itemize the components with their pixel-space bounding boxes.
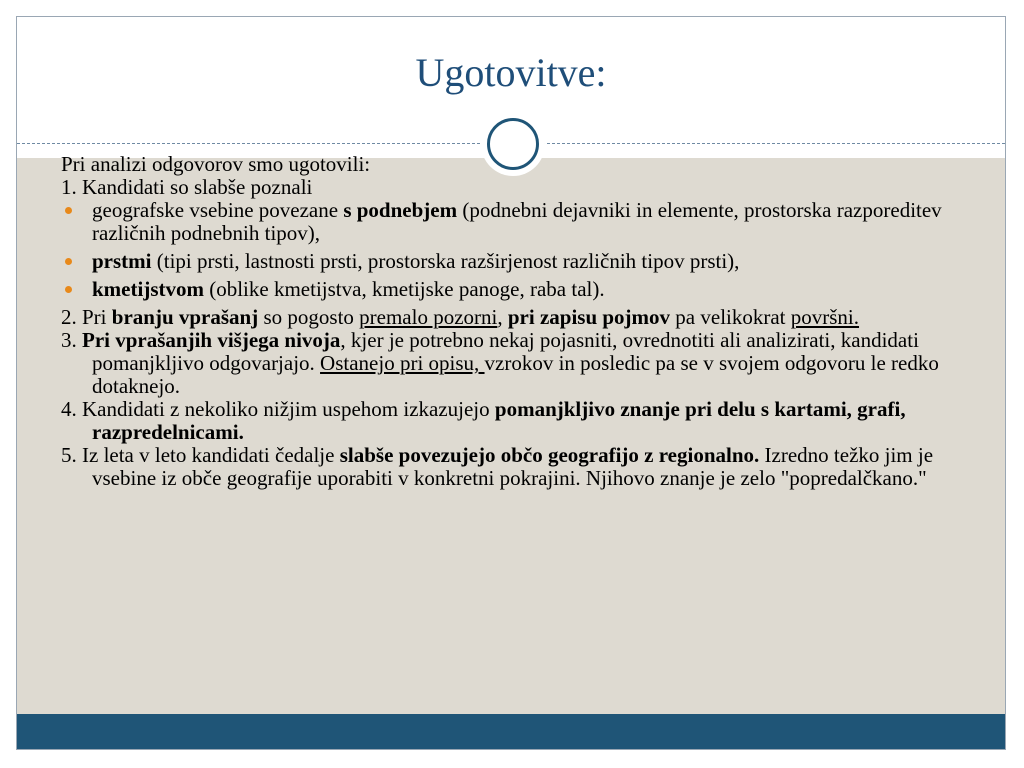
text-run: , kjer je potrebno nekaj pojasniti, ovrednotiti ali analizirati, kandidati pomanjkljivo odgovarjajo. xyxy=(92,328,919,375)
bullet-dot-icon xyxy=(65,258,72,265)
footer-bar xyxy=(17,714,1005,749)
bullet-dot-icon xyxy=(65,207,72,214)
bullet-dot-icon xyxy=(65,286,72,293)
bullet-bold-text: prstmi xyxy=(92,249,152,273)
point-2-paragraph xyxy=(61,306,971,329)
slide-body xyxy=(61,153,971,490)
bullet-bold-text: s podnebjem xyxy=(343,198,458,222)
bold-run: Pri vprašanjih višjega nivoja xyxy=(82,328,341,352)
bullet-item xyxy=(61,199,971,245)
text-run: 5. Iz leta v leto kandidati čedalje xyxy=(61,443,340,467)
bullet-text: geografske vsebine povezane xyxy=(92,198,344,222)
underlined-run: premalo pozorni xyxy=(359,305,498,329)
slide xyxy=(16,16,1006,750)
bold-run: pomanjkljivo znanje pri delu s kartami, grafi, razpredelnicami. xyxy=(92,397,906,444)
point-3-paragraph xyxy=(61,329,971,398)
text-run: 2. Pri xyxy=(61,305,112,329)
bullet-item xyxy=(61,250,971,273)
text-run: Izredno težko jim je vsebine iz obče geografije uporabiti v konkretni pokrajini. Njihovo znanje je zelo "popredalčkano." xyxy=(92,443,934,490)
bullet-list xyxy=(61,199,971,301)
text-run: , xyxy=(497,305,508,329)
intro-text: Pri analizi odgovorov smo ugotovili: xyxy=(61,152,371,176)
text-run: vzrokov in posledic pa se v svojem odgovoru le redko dotaknejo. xyxy=(92,351,939,398)
bullet-bold-text: kmetijstvom xyxy=(92,277,204,301)
underlined-run: površni. xyxy=(790,305,860,329)
bullet-text: (tipi prsti, lastnosti prsti, prostorska razširjenost različnih tipov prsti), xyxy=(151,249,740,273)
point-5-paragraph xyxy=(61,444,971,490)
point-4-paragraph xyxy=(61,398,971,444)
underlined-run: Ostanejo pri opisu, xyxy=(320,351,485,375)
bullet-item xyxy=(61,278,971,301)
point-1-heading: 1. Kandidati so slabše poznali xyxy=(61,175,313,199)
text-run: so pogosto xyxy=(258,305,360,329)
bold-run: branju vprašanj xyxy=(111,305,259,329)
bold-run: slabše povezujejo občo geografijo z regionalno. xyxy=(339,443,760,467)
bold-run: pri zapisu pojmov xyxy=(507,305,671,329)
bullet-text: (podnebni dejavniki in elemente, prostorska razporeditev različnih podnebnih tipov), xyxy=(92,198,942,245)
bullet-text: (oblike kmetijstva, kmetijske panoge, raba tal). xyxy=(203,277,605,301)
slide-title: Ugotovitve: xyxy=(415,50,607,95)
text-run: pa velikokrat xyxy=(670,305,791,329)
text-run: 3. xyxy=(61,328,82,352)
text-run: 4. Kandidati z nekoliko nižjim uspehom izkazujejo xyxy=(61,397,495,421)
